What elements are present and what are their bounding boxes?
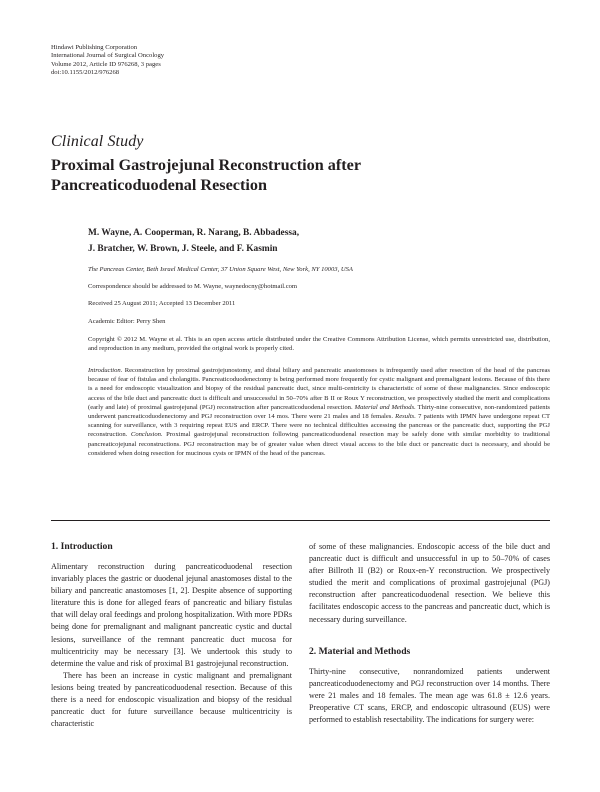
introduction-paragraph-2-continued: of some of these malignancies. Endoscopic access of the bile duct and pancreatic duct is difficult and unsuccessful in up to 50–70% of cases after Billroth II (B2) or Roux-en-Y reconstruction. We prospectively studied the merit and complications of proximal gastrojejunal (PGJ) reconstruction after pancreaticoduodenal resection. We believe this facilitates endoscopic access to the pancreas and pancreatic duct, which is necessary during surveillance. [309,542,550,624]
affiliation: The Pancreas Center, Beth Israel Medical Center, 37 Union Square West, New York, NY 10003, USA [88,266,353,273]
journal-header [51,44,164,77]
title-line-1: Proximal Gastrojejunal Reconstruction after [51,156,362,174]
abstract-results-text: 7 patients with IPMN have undergone repeat CT scanning for surveillance, with 3 requiring repeat EUS and ERCP. There were no technical difficulties accessing the pancreas or the pancreatic duct, supporting the PGJ reconstruction. [88,413,550,439]
copyright-notice: Copyright © 2012 M. Wayne et al. This is an open access article distributed under the Creative Commons Attribution License, which permits unrestricted use, distribution, and reproduction in any medium, provided the original work is properly cited. [88,336,550,352]
abstract-conclusion-text: Proximal gastrojejunal reconstruction following pancreaticoduodenal resection may be safely done with similar morbidity to traditional pancreaticojejunal reconstructions. PGJ reconstruction may be of greater value when direct visual access to the bile duct or pancreatic duct is necessary, and should be considered when doing resection for mucinous cysts or IPMN of the head of the pancreas. [88,431,551,457]
abstract [88,366,550,458]
abstract-intro-label: Introduction. [88,367,123,374]
introduction-paragraph-2: There has been an increase in cystic malignant and premalignant lesions being treated by pancreaticoduodenal resection. Because of this there is a need for endoscopic visualization and biopsy of the residual pancreatic duct for future surveillance because multicentricity is characteristic [51,670,292,729]
authors-line-2: J. Bratcher, W. Brown, J. Steele, and F. Kasmin [88,243,278,254]
abstract-intro-text: Reconstruction by proximal gastrojejunostomy, and distal biliary and pancreatic anastomoses is infrequently used after resection of the head of the pancreas because of fear of fistulas and cholangitis. Pancreaticoduodenectomy is being performed more frequently for cystic malignant and premalignant lesions. Because of this there is a need for endoscopic visualization and biopsy of the residual pancreatic duct, since multi-centricity is characteristic of some of these malignancies. Since endoscopic access of the bile duct and pancreatic duct is difficult and unsuccessful in 50–70% after B II or Roux Y reconstruction, we prospectively studied the merit and complications (early and late) of proximal gastrojejunal (PGJ) reconstruction after pancreaticoduodenal resection. [88,367,550,411]
journal-name: International Journal of Surgical Oncology [51,52,165,60]
abstract-methods-text: Thirty-nine consecutive, non-randomized patients underwent pancreaticoduodenectomy and PGJ reconstruction over 14 mos. There were 21 males and 18 females. [88,403,550,421]
title-line-2: Pancreaticoduodenal Resection [51,175,267,194]
section-divider [51,520,550,521]
methods-heading: 2. Material and Methods [309,645,411,657]
abstract-results-label: Results. [395,413,416,421]
abstract-conclusion-label: Conclusion. [130,431,163,439]
methods-paragraph-1: Thirty-nine consecutive, nonrandomized patients underwent pancreaticoduodenectomy and PGJ reconstruction over 14 months. There were 21 males and 18 females. The mean age was 61.8 ± 12.6 years. Preoperative CT scans, ERCP, and endoscopic ultrasound (EUS) were performed to establish resectability. The indications for surgery were: [309,666,550,725]
authors-line-1: M. Wayne, A. Cooperman, R. Narang, B. Abbadessa, [88,228,300,238]
doi-line: doi:10.1155/2012/976268 [51,68,120,76]
author-list [88,226,299,257]
publisher-line: Hindawi Publishing Corporation [51,44,138,51]
left-column [51,541,292,730]
academic-editor: Academic Editor: Perry Shen [88,318,166,325]
correspondence: Correspondence should be addressed to M. Wayne, waynedocny@hotmail.com [88,283,298,290]
introduction-heading: 1. Introduction [51,541,113,552]
article-title [51,156,551,195]
received-accepted-dates: Received 25 August 2011; Accepted 13 December 2011 [88,300,236,307]
abstract-methods-label: Material and Methods. [354,403,416,411]
article-type: Clinical Study [51,133,144,150]
volume-line: Volume 2012, Article ID 976268, 3 pages [51,60,161,68]
right-column [309,541,550,726]
introduction-paragraph-1: Alimentary reconstruction during pancreaticoduodenal resection invariably places the gastric or duodenal jejunal anastomoses distal to the biliary and pancreatic anastomoses [1, 2]. Despite absence of supporting literature this is done for alleged fears of pancreatic and biliary fistulas that will delay oral feedings and prolong hospitalization. With more PDRs being done for premalignant and malignant pancreatic cystic and ductal lesions, surveillance of the remnant pancreatic duct mucosa for multicentricity may be necessary [3]. We undertook this study to determine the value and risk of proximal B1 gastrojejunal reconstruction. [51,562,292,668]
